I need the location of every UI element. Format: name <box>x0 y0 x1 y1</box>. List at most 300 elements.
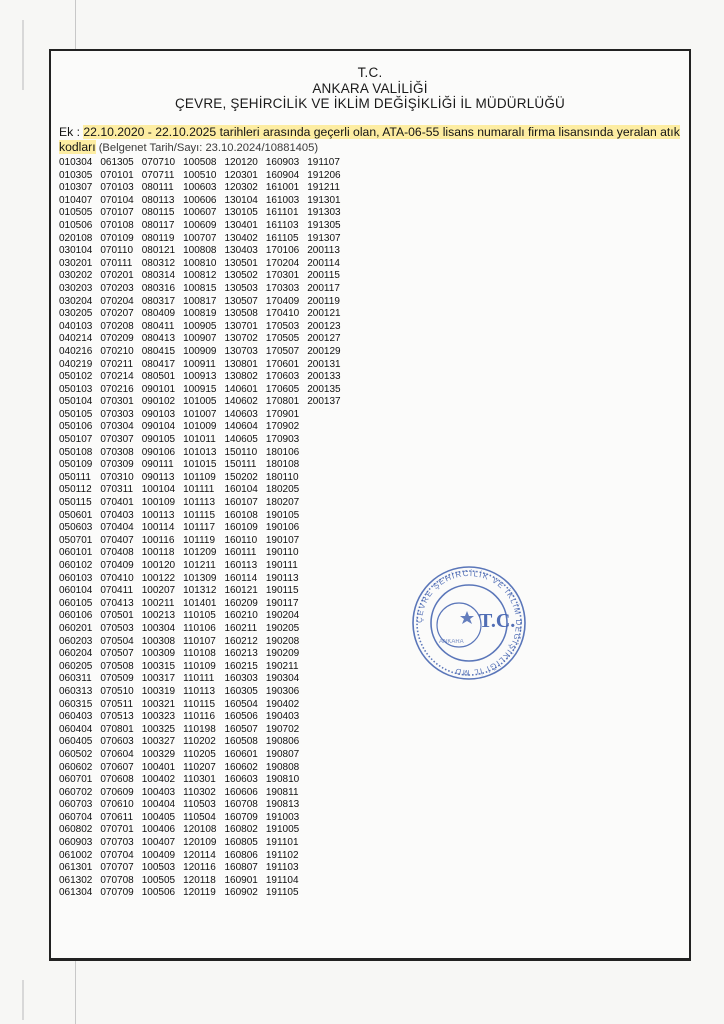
waste-code-cell: 101401 <box>183 597 217 609</box>
table-row <box>59 799 349 812</box>
waste-code-cell: 070310 <box>100 471 134 483</box>
waste-code-cell: 080312 <box>141 257 176 269</box>
waste-code-cell: 070607 <box>100 761 134 773</box>
table-row <box>59 673 349 686</box>
waste-code-cell: 100116 <box>141 534 175 546</box>
waste-code-cell: 070111 <box>100 257 133 269</box>
waste-code-cell: 190113 <box>265 572 299 584</box>
waste-code-cell: 060704 <box>59 811 93 823</box>
waste-code-cell: 080115 <box>141 207 175 219</box>
waste-code-cell: 110503 <box>183 799 216 811</box>
attachment-description <box>59 125 683 155</box>
waste-code-cell: 200115 <box>307 270 340 282</box>
waste-code-cell: 190209 <box>265 648 300 660</box>
waste-code-cell <box>307 510 348 523</box>
waste-code-cell <box>307 472 348 485</box>
waste-code-cell: 061304 <box>59 887 93 899</box>
waste-code-cell: 170503 <box>265 320 300 332</box>
table-row <box>59 699 349 712</box>
table-row <box>59 749 349 762</box>
waste-code-cell: 120119 <box>183 887 216 899</box>
waste-code-cell: 100815 <box>183 282 217 294</box>
waste-code-cell: 040214 <box>59 333 93 345</box>
waste-code-cell: 200121 <box>307 308 341 320</box>
waste-code-cell: 100819 <box>183 308 217 320</box>
waste-code-cell: 070216 <box>100 383 134 395</box>
waste-code-cell: 160121 <box>224 585 258 597</box>
waste-code-cell: 101117 <box>183 522 216 534</box>
table-row <box>59 724 349 737</box>
waste-code-cell: 100915 <box>183 383 217 395</box>
waste-code-cell: 160113 <box>224 560 258 571</box>
waste-code-cell: 100510 <box>183 169 217 181</box>
waste-code-cell: 190808 <box>265 761 300 773</box>
waste-code-cell: 060703 <box>59 799 93 811</box>
table-row <box>59 736 349 749</box>
table-row <box>59 207 349 220</box>
table-row <box>59 598 349 611</box>
waste-code-cell <box>307 887 348 900</box>
waste-code-cell: 100309 <box>141 648 176 660</box>
waste-code-cell: 100810 <box>183 257 217 269</box>
waste-code-cell: 100911 <box>183 358 216 370</box>
waste-code-cell: 090113 <box>141 471 175 483</box>
waste-code-cell: 140605 <box>224 434 258 446</box>
waste-code-cell: 070409 <box>100 560 134 571</box>
waste-code-cell <box>307 875 348 888</box>
waste-code-cell: 070701 <box>100 824 134 836</box>
waste-code-cell <box>307 736 348 749</box>
waste-code-cell: 070410 <box>100 572 134 584</box>
waste-code-cell: 160602 <box>224 761 258 773</box>
waste-code-cell: 170409 <box>265 295 300 307</box>
waste-code-cell: 161003 <box>265 194 300 206</box>
waste-code-cell: 110302 <box>183 786 216 798</box>
waste-code-cell: 190115 <box>265 585 299 597</box>
waste-code-cell: 070209 <box>100 333 134 345</box>
waste-code-cell: 100114 <box>141 522 175 534</box>
waste-code-cell: 200123 <box>307 320 341 332</box>
table-row <box>59 296 349 309</box>
waste-code-cell: 070704 <box>100 849 134 861</box>
waste-code-cell: 200119 <box>307 295 340 307</box>
waste-code-cell: 030202 <box>59 270 93 282</box>
waste-code-cell: 190106 <box>265 522 300 534</box>
waste-code-cell: 190204 <box>265 610 300 622</box>
waste-code-cell: 080314 <box>141 270 176 282</box>
waste-code-cell: 100407 <box>141 837 176 849</box>
waste-code-cell: 160904 <box>265 169 300 181</box>
waste-code-cell: 060103 <box>59 572 93 584</box>
waste-code-cell: 070610 <box>100 799 134 811</box>
table-row <box>59 560 349 573</box>
waste-code-cell: 090111 <box>141 459 174 471</box>
waste-code-cell <box>307 787 348 800</box>
waste-code-cell: 070507 <box>100 648 134 660</box>
waste-code-cell: 090102 <box>141 396 176 408</box>
waste-code-cell: 060102 <box>59 560 93 571</box>
waste-code-cell: 030204 <box>59 295 93 307</box>
seal-tc-letters: T.C. <box>479 610 516 632</box>
waste-code-cell: 070201 <box>100 270 134 282</box>
waste-code-cell: 101111 <box>183 484 215 496</box>
waste-code-cell <box>307 522 348 535</box>
waste-code-cell: 070107 <box>100 207 134 219</box>
waste-code-cell: 170507 <box>265 345 300 357</box>
waste-code-cell: 060602 <box>59 761 93 773</box>
waste-code-cell: 100207 <box>141 585 176 597</box>
waste-code-cell: 100113 <box>141 509 175 521</box>
waste-code-cell: 060205 <box>59 660 93 672</box>
waste-code-cell: 060403 <box>59 711 93 723</box>
table-row <box>59 157 349 170</box>
waste-code-cell <box>307 623 348 636</box>
waste-code-cell: 140604 <box>224 421 258 433</box>
waste-code-cell: 161101 <box>265 207 299 219</box>
waste-code-cell: 070801 <box>100 723 134 735</box>
table-row <box>59 623 349 636</box>
waste-code-cell <box>307 673 348 686</box>
waste-code-cell: 120116 <box>183 862 216 874</box>
waste-code-cell: 190117 <box>265 597 299 609</box>
waste-code-cell: 160114 <box>224 572 258 584</box>
waste-code-cell: 200129 <box>307 345 341 357</box>
waste-code-cell: 110106 <box>183 622 216 634</box>
waste-code-cell: 101209 <box>183 547 217 559</box>
waste-code-cell: 160601 <box>224 748 258 760</box>
waste-code-cell: 090101 <box>141 383 176 395</box>
waste-code-cell: 100308 <box>141 635 176 647</box>
waste-code-cell: 191206 <box>307 169 341 181</box>
waste-code-cell: 160709 <box>224 811 258 823</box>
waste-code-cell: 100609 <box>183 219 217 231</box>
waste-code-cell: 050603 <box>59 522 93 534</box>
waste-code-cell <box>307 850 348 863</box>
waste-code-cell: 100406 <box>141 824 176 836</box>
waste-code-cell: 100401 <box>141 761 176 773</box>
waste-code-cell: 130104 <box>224 194 258 206</box>
waste-code-cell: 070307 <box>100 434 134 446</box>
waste-code-cell: 070104 <box>100 194 134 206</box>
waste-code-cell: 101005 <box>183 396 217 408</box>
waste-code-cell: 070504 <box>100 635 134 647</box>
waste-code-cell: 160708 <box>224 799 258 811</box>
waste-code-cell: 060101 <box>59 547 93 559</box>
waste-code-cell: 100508 <box>183 157 217 168</box>
waste-code-cell: 110207 <box>183 761 216 773</box>
waste-code-cell: 160209 <box>224 597 258 609</box>
waste-code-cell: 060404 <box>59 723 93 735</box>
waste-code-cell: 161103 <box>265 219 299 231</box>
waste-code-cell <box>307 447 348 460</box>
waste-code-cell: 080413 <box>141 333 176 345</box>
table-row <box>59 762 349 775</box>
waste-code-cell: 070207 <box>100 308 134 320</box>
waste-code-cell: 100812 <box>183 270 217 282</box>
waste-code-cell: 090103 <box>141 408 176 420</box>
waste-code-cell: 080119 <box>141 232 175 244</box>
waste-code-cell: 070711 <box>141 169 175 181</box>
waste-code-cell: 200137 <box>307 396 341 408</box>
waste-code-cell: 050102 <box>59 371 93 383</box>
waste-code-cell: 100506 <box>141 887 176 899</box>
waste-code-cell: 070210 <box>100 345 134 357</box>
waste-code-cell: 101211 <box>183 560 216 571</box>
waste-code-cell: 120120 <box>224 157 258 168</box>
waste-code-cell: 070404 <box>100 522 134 534</box>
waste-code-cell: 160109 <box>224 522 258 534</box>
waste-code-cell: 160603 <box>224 774 258 786</box>
waste-code-cell: 191303 <box>307 207 341 219</box>
waste-code-cell: 050104 <box>59 396 93 408</box>
waste-code-cell: 030104 <box>59 245 93 257</box>
table-row <box>59 308 349 321</box>
waste-code-cell: 160802 <box>224 824 258 836</box>
waste-code-cell: 110111 <box>183 673 215 685</box>
waste-code-cell: 101115 <box>183 509 216 521</box>
waste-code-cell: 030203 <box>59 282 93 294</box>
waste-code-cell: 070707 <box>100 862 134 874</box>
table-row <box>59 585 349 598</box>
waste-code-cell: 130802 <box>224 371 258 383</box>
waste-code-cell: 090106 <box>141 446 176 458</box>
waste-code-cell: 060104 <box>59 585 93 597</box>
waste-code-cell: 120301 <box>224 169 258 181</box>
table-row <box>59 610 349 623</box>
waste-code-cell: 070211 <box>100 358 134 370</box>
waste-code-cell: 110105 <box>183 610 216 622</box>
waste-code-cell: 010307 <box>59 182 93 194</box>
waste-code-cell <box>307 497 348 510</box>
waste-code-cell <box>307 661 348 674</box>
waste-code-cell: 160504 <box>224 698 258 710</box>
waste-code-cell: 100317 <box>141 673 176 685</box>
waste-code-cell: 170505 <box>265 333 300 345</box>
waste-code-cell: 080117 <box>141 219 175 231</box>
waste-code-cell: 070301 <box>100 396 134 408</box>
waste-code-cell: 200135 <box>307 383 341 395</box>
waste-code-cell: 170801 <box>265 396 300 408</box>
waste-code-cell: 160215 <box>224 660 258 672</box>
waste-code-cell: 110301 <box>183 774 216 786</box>
waste-code-cell: 101312 <box>183 585 217 597</box>
table-row <box>59 535 349 548</box>
waste-code-cell: 160902 <box>224 887 258 899</box>
header-valilik: ANKARA VALİLİĞİ <box>312 80 428 96</box>
waste-code-cell: 101013 <box>183 446 217 458</box>
waste-code-cell: 170204 <box>265 257 300 269</box>
waste-code-cell: 190205 <box>265 622 300 634</box>
waste-code-cell: 010305 <box>59 169 93 181</box>
waste-code-cell: 191103 <box>265 862 299 874</box>
waste-code-cell: 080111 <box>141 182 174 194</box>
waste-code-cell: 160508 <box>224 736 258 748</box>
waste-code-cell: 170301 <box>265 270 300 282</box>
waste-code-cell: 040103 <box>59 320 93 332</box>
table-row <box>59 170 349 183</box>
waste-code-cell: 070311 <box>100 484 134 496</box>
waste-code-cell: 140603 <box>224 408 258 420</box>
waste-code-cell: 101009 <box>183 421 217 433</box>
waste-code-cell: 080317 <box>141 295 176 307</box>
waste-code-cell: 150110 <box>224 446 258 458</box>
table-row <box>59 573 349 586</box>
waste-code-cell: 070109 <box>100 232 134 244</box>
table-row <box>59 346 349 359</box>
waste-code-cell: 040216 <box>59 345 93 357</box>
waste-code-cell: 061305 <box>100 157 134 168</box>
waste-code-cell: 061002 <box>59 849 93 861</box>
waste-code-cell: 070101 <box>100 169 134 181</box>
waste-code-cell: 160805 <box>224 837 258 849</box>
waste-code-cell: 061301 <box>59 862 93 874</box>
waste-code-cell: 100913 <box>183 371 217 383</box>
waste-code-cell: 050109 <box>59 459 93 471</box>
waste-code-cell <box>307 636 348 649</box>
waste-code-cell <box>307 749 348 762</box>
waste-code-cell: 070510 <box>100 685 134 697</box>
waste-code-cell: 190306 <box>265 685 300 697</box>
waste-code-cell: 200133 <box>307 371 341 383</box>
waste-code-cell: 160807 <box>224 862 258 874</box>
table-row <box>59 875 349 888</box>
waste-code-cell: 190811 <box>265 786 299 798</box>
waste-code-cell: 120302 <box>224 182 258 194</box>
table-row <box>59 774 349 787</box>
waste-code-cell: 110108 <box>183 648 216 660</box>
waste-code-cell: 160211 <box>224 622 258 634</box>
waste-code-cell: 100606 <box>183 194 217 206</box>
waste-code-cell <box>307 762 348 775</box>
waste-code-cell: 040219 <box>59 358 93 370</box>
waste-code-cell: 190807 <box>265 748 300 760</box>
waste-code-cell <box>307 547 348 560</box>
waste-code-cell: 150111 <box>224 459 257 471</box>
waste-code-cell: 190304 <box>265 673 300 685</box>
table-row <box>59 421 349 434</box>
waste-code-cell: 170303 <box>265 282 300 294</box>
waste-code-cell: 080501 <box>141 371 176 383</box>
waste-code-cell: 100505 <box>141 874 176 886</box>
waste-code-cell: 010506 <box>59 219 93 231</box>
waste-code-cell: 160104 <box>224 484 258 496</box>
waste-code-cell <box>307 421 348 434</box>
table-row <box>59 497 349 510</box>
waste-code-cell: 170902 <box>265 421 300 433</box>
waste-code-cell: 061302 <box>59 874 93 886</box>
waste-code-cell <box>307 573 348 586</box>
waste-code-cell: 050105 <box>59 408 93 420</box>
official-seal-icon <box>409 563 529 683</box>
table-row <box>59 837 349 850</box>
waste-code-cell: 101015 <box>183 459 217 471</box>
table-row <box>59 258 349 271</box>
waste-code-cell: 080415 <box>141 345 176 357</box>
waste-code-cell: 160210 <box>224 610 258 622</box>
table-row <box>59 384 349 397</box>
waste-code-cell: 160111 <box>224 547 257 559</box>
waste-code-cell: 130105 <box>224 207 258 219</box>
waste-code-cell: 070709 <box>100 887 134 899</box>
waste-code-cell <box>307 724 348 737</box>
waste-code-cell: 070501 <box>100 610 134 622</box>
waste-code-cell: 160506 <box>224 711 258 723</box>
waste-code-cell: 191104 <box>265 874 299 886</box>
waste-code-cell: 170106 <box>265 245 300 257</box>
waste-code-cell: 200127 <box>307 333 341 345</box>
waste-code-cell: 070413 <box>100 597 134 609</box>
waste-code-cell: 110202 <box>183 736 216 748</box>
waste-code-cell <box>307 711 348 724</box>
waste-code-cell: 120114 <box>183 849 216 861</box>
waste-code-cell: 100905 <box>183 320 217 332</box>
waste-code-cell: 101119 <box>183 534 216 546</box>
waste-code-cell <box>307 799 348 812</box>
waste-code-cell: 160213 <box>224 648 258 660</box>
waste-code-cell: 100325 <box>141 723 176 735</box>
waste-code-cell: 060405 <box>59 736 93 748</box>
waste-code-cell: 180110 <box>265 471 299 483</box>
waste-code-cell: 070214 <box>100 371 134 383</box>
waste-code-cell <box>307 686 348 699</box>
waste-code-cell: 190810 <box>265 774 300 786</box>
waste-code-cell: 010304 <box>59 157 93 168</box>
waste-code-cell: 101309 <box>183 572 217 584</box>
waste-code-cell: 160303 <box>224 673 258 685</box>
table-row <box>59 434 349 447</box>
table-row <box>59 711 349 724</box>
table-row <box>59 636 349 649</box>
waste-code-cell: 020108 <box>59 232 93 244</box>
document-frame <box>49 49 691 961</box>
ek-belgenet-ref: (Belgenet Tarih/Sayı: 23.10.2024/10881405) <box>95 141 319 154</box>
waste-code-cell: 160606 <box>224 786 258 798</box>
waste-code-cell: 100907 <box>183 333 217 345</box>
waste-code-cell: 110504 <box>183 811 216 823</box>
waste-code-cell: 160110 <box>224 534 258 546</box>
waste-code-cell: 191105 <box>265 887 299 899</box>
table-row <box>59 447 349 460</box>
waste-code-cell: 070304 <box>100 421 134 433</box>
waste-code-cell: 070103 <box>100 182 134 194</box>
waste-code-cell: 060802 <box>59 824 93 836</box>
waste-code-cell: 120118 <box>183 874 216 886</box>
waste-code-cell: 100405 <box>141 811 176 823</box>
waste-code-cell: 200131 <box>307 358 341 370</box>
waste-code-cell: 190813 <box>265 799 300 811</box>
table-row <box>59 333 349 346</box>
waste-code-cell: 130402 <box>224 232 258 244</box>
waste-code-cell: 070204 <box>100 295 134 307</box>
waste-code-cell <box>307 459 348 472</box>
table-row <box>59 283 349 296</box>
waste-code-cell: 050103 <box>59 383 93 395</box>
waste-code-cell: 050108 <box>59 446 93 458</box>
table-row <box>59 648 349 661</box>
table-row <box>59 409 349 422</box>
waste-code-cell: 101007 <box>183 408 217 420</box>
waste-code-cell: 191107 <box>307 157 340 168</box>
waste-code-cell: 060502 <box>59 748 93 760</box>
waste-code-cell: 070708 <box>100 874 134 886</box>
waste-code-cell: 080409 <box>141 308 176 320</box>
table-row <box>59 661 349 674</box>
table-row <box>59 396 349 409</box>
table-row <box>59 270 349 283</box>
waste-code-cell: 160212 <box>224 635 258 647</box>
waste-code-cell: 050701 <box>59 534 93 546</box>
waste-code-cell: 120109 <box>183 837 217 849</box>
